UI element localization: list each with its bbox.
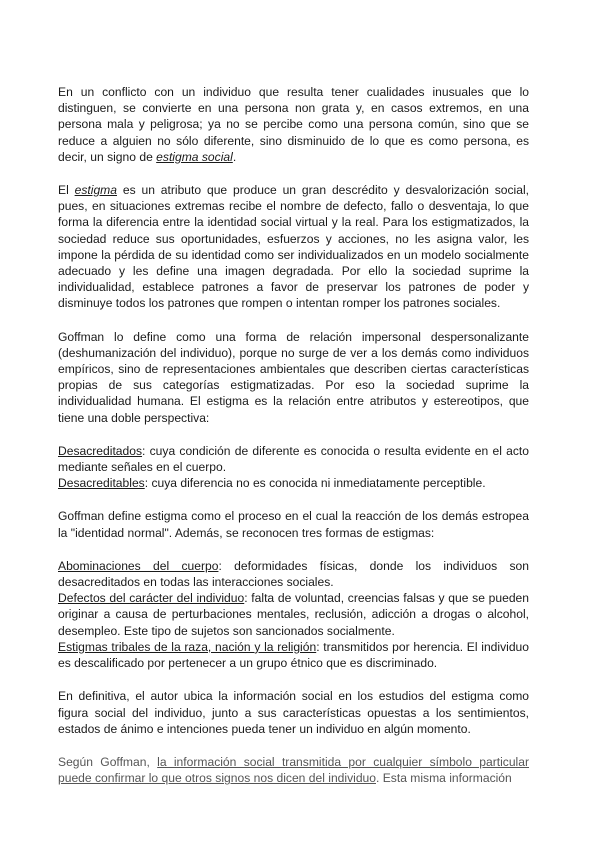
term-estigma-social: estigma social (156, 149, 233, 164)
paragraph-three-forms: Goffman define estigma como el proceso en el cual la reacción de los demás estropea la "identidad normal". Además, se reconocen tres formas de estigmas: (58, 509, 529, 540)
paragraph-goffman-definition: Goffman lo define como una forma de relación impersonal despersonalizante (deshumanización del individuo), porque no surge de ver a los demás como individuos empíricos, sino de representaciones ambientales que describen ciertas características propias de sus categorías estigmatizadas. Por eso la sociedad suprime la individualidad humana. El estigma es la relación entre atributos y estereotipos, que tiene una doble perspectiva: (58, 329, 529, 425)
type-desacreditados: Desacreditados: cuya condición de diferente es conocida o resulta evidente en el acto mediante señales en el cuerpo. (58, 443, 529, 475)
underlined-quote: la información social transmitida por cualquier símbolo particular puede confirmar lo que otros signos nos dicen del individuo (58, 754, 530, 786)
paragraph-conclusion: En definitiva, el autor ubica la información social en los estudios del estigma como figura social del individuo, junto a sus características opuestas a los sentimientos, estados de ánimo e intenciones pueda tener un individuo en algún momento. (58, 689, 529, 736)
paragraph-estigma-definition: El estigma es un atributo que produce un gran descrédito y desvalorización social, pues, en situaciones extremas recibe el nombre de defecto, fallo o desventaja, lo que forma la diferencia entre la identidad social virtual y la real. Para los estigmatizados, la sociedad reduce sus oportunidades, esfuerzos y acciones, no les asigna valor, les impone la pérdida de su identidad como ser individualizados en un modelo socialmente adecuado y les define una imagen degradada. Por ello la sociedad suprime la individualidad, establece patrones a favor de preservar los patrones de poder y disminuye todos los patrones que rompen o intentan romper los patrones sociales. (58, 183, 529, 311)
paragraph-goffman-information: Según Goffman, la información social transmitida por cualquier símbolo particular puede confirmar lo que otros signos nos dicen del individuo. Esta misma información (58, 754, 530, 786)
term-estigma: estigma (74, 183, 117, 198)
form-abominaciones: Abominaciones del cuerpo: deformidades físicas, donde los individuos son desacreditados en todas las interacciones sociales. (58, 558, 529, 590)
term-defectos: Defectos del carácter del individuo (58, 591, 245, 606)
paragraph-intro: En un conflicto con un individuo que resulta tener cualidades inusuales que lo distinguen, se convierte en una persona non grata y, en casos extremos, en una persona mala y peligrosa; ya no se percibe como una persona común, sino que se reduce a alguien no sólo diferente, sino disminuido de lo que es como persona, es decir, un signo de estigma social. (58, 85, 529, 164)
term-desacreditados: Desacreditados (58, 443, 143, 458)
form-defectos: Defectos del carácter del individuo: falta de voluntad, creencias falsas y que se pueden originar a causa de perturbaciones mentales, reclusión, adicción a drogas o alcohol, desempleo. Este tipo de sujetos son sancionados socialmente. (58, 591, 529, 638)
term-abominaciones: Abominaciones del cuerpo (58, 558, 219, 573)
type-desacreditables: Desacreditables: cuya diferencia no es conocida ni inmediatamente perceptible. (58, 476, 486, 491)
term-desacreditables: Desacreditables (58, 476, 145, 491)
form-estigmas-tribales: Estigmas tribales de la raza, nación y la religión: transmitidos por herencia. El individuo es descalificado por pertenecer a un grupo étnico que es discriminado. (58, 639, 529, 671)
term-estigmas-tribales: Estigmas tribales de la raza, nación y la religión (58, 639, 317, 654)
